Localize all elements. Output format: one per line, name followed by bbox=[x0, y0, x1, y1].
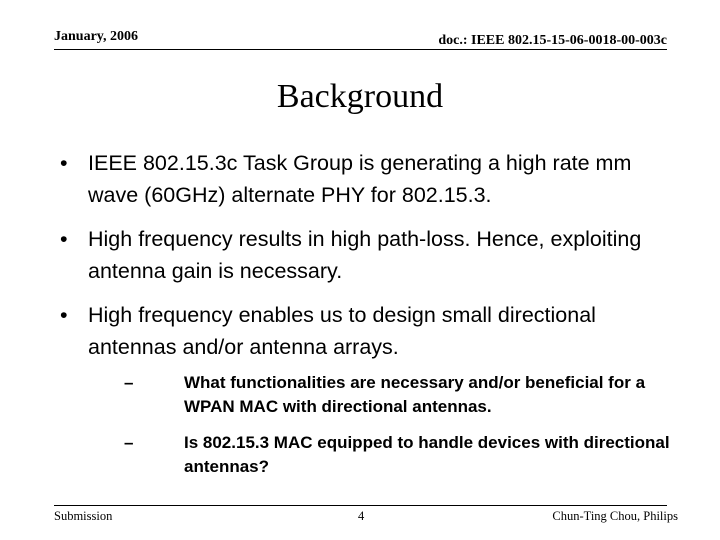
footer-rule bbox=[54, 505, 667, 506]
sub-bullet-item bbox=[124, 431, 680, 479]
footer-submission: Submission bbox=[54, 509, 113, 523]
page-number: 4 bbox=[358, 509, 365, 523]
header-rule bbox=[54, 49, 667, 50]
bullet-item bbox=[60, 223, 680, 287]
sub-bullet-item bbox=[124, 371, 680, 419]
footer-author: Chun-Ting Chou, Philips bbox=[552, 509, 678, 523]
header-doc-id: doc.: IEEE 802.15-15-06-0018-00-003c bbox=[438, 33, 667, 48]
header-date: January, 2006 bbox=[54, 29, 139, 44]
bullet-item bbox=[60, 299, 680, 479]
sub-bullet-text: Is 802.15.3 MAC equipped to handle devices with directional antennas? bbox=[184, 433, 670, 476]
sub-bullet-list bbox=[88, 371, 680, 479]
bullet-text: High frequency enables us to design small directional antennas and/or antenna arrays. bbox=[88, 303, 596, 359]
slide-title: Background bbox=[276, 78, 444, 115]
bullet-text: High frequency results in high path-loss. Hence, exploiting antenna gain is necessary. bbox=[88, 227, 642, 283]
sub-bullet-text: What functionalities are necessary and/or beneficial for a WPAN MAC with directional antennas. bbox=[184, 373, 646, 416]
bullet-text: IEEE 802.15.3c Task Group is generating a high rate mm wave (60GHz) alternate PHY for 802.15.3. bbox=[88, 151, 632, 207]
bullet-list bbox=[60, 147, 680, 491]
bullet-mark: • bbox=[60, 151, 68, 175]
bullet-mark: • bbox=[60, 303, 68, 327]
bullet-item bbox=[60, 147, 680, 211]
sub-bullet-mark: – bbox=[124, 373, 134, 392]
bullet-mark: • bbox=[60, 227, 68, 251]
sub-bullet-mark: – bbox=[124, 433, 134, 452]
